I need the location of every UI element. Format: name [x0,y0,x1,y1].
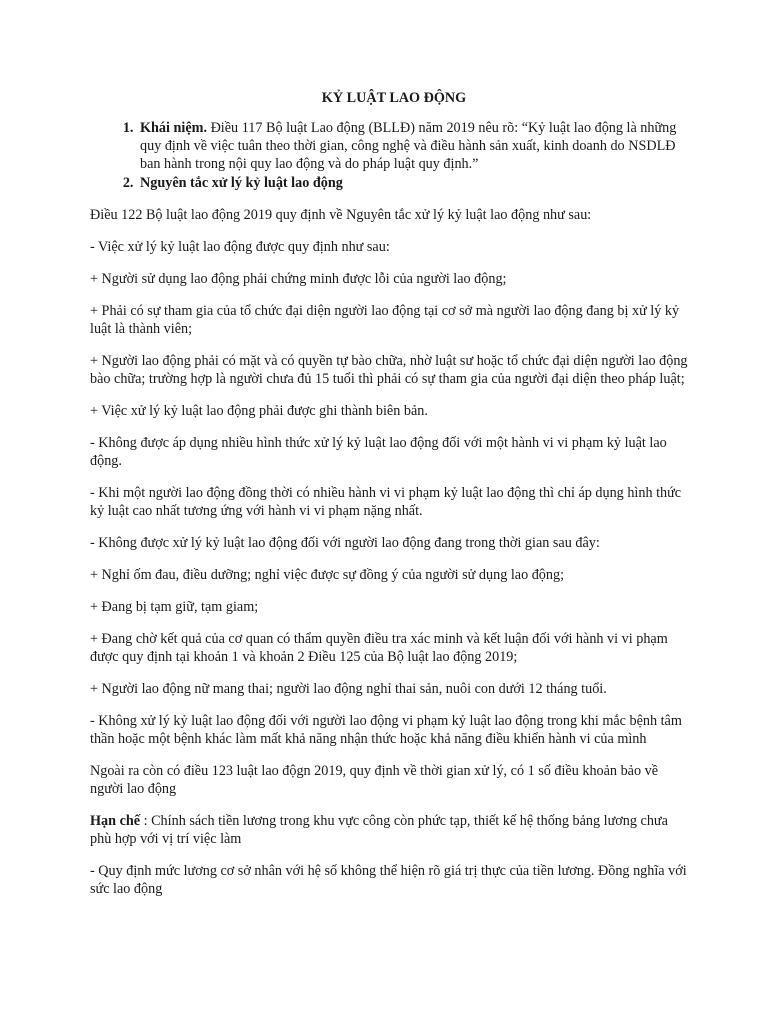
paragraph: - Không xử lý kỷ luật lao động đối với người lao động vi phạm kỷ luật lao động trong khi mắc bệnh tâm thần hoặc một bệnh khác làm mất khả năng nhận thức hoặc khả năng điều khiển hành vi của mình [90,713,682,747]
paragraph: - Không được áp dụng nhiều hình thức xử lý kỷ luật lao động đối với một hành vi vi phạm kỷ luật lao động. [90,435,667,469]
paragraph: + Người lao động nữ mang thai; người lao động nghỉ thai sản, nuôi con dưới 12 tháng tuổi. [90,681,607,697]
paragraph: + Đang bị tạm giữ, tạm giam; [90,599,259,615]
paragraph: - Việc xử lý kỷ luật lao động được quy định như sau: [90,239,390,255]
numbered-list [90,119,692,192]
paragraph: + Người sử dụng lao động phải chứng minh được lỗi của người lao động; [90,271,507,287]
paragraph: Ngoài ra còn có điều 123 luật lao độgn 2019, quy định về thời gian xử lý, có 1 số điều khoản bảo về người lao động [90,763,658,797]
list-item [137,119,692,173]
list-item-heading: Khái niệm. [140,120,208,136]
limitation-label: Hạn chế [90,813,141,829]
list-item [137,174,692,192]
limitation-text: : Chính sách tiền lương trong khu vực công còn phức tạp, thiết kế hệ thống bảng lương chưa phù hợp với vị trí việc làm [90,813,668,847]
list-item-text: Điều 117 Bộ luật Lao động (BLLĐ) năm 2019 nêu rõ: “Kỷ luật lao động là những quy định về việc tuân theo thời gian, công nghệ và điều hành sản xuất, kinh doanh do NSDLĐ ban hành trong nội quy lao động và do pháp luật quy định.” [140,120,677,172]
paragraph: + Nghỉ ốm đau, điều dưỡng; nghỉ việc được sự đồng ý của người sử dụng lao động; [90,567,565,583]
paragraph: Điều 122 Bộ luật lao động 2019 quy định về Nguyên tắc xử lý kỷ luật lao động như sau: [90,207,592,223]
paragraph: - Quy định mức lương cơ sở nhân với hệ số không thể hiện rõ giá trị thực của tiền lương. Đồng nghĩa với sức lao động [90,863,687,897]
paragraph: + Người lao động phải có mặt và có quyền tự bào chữa, nhờ luật sư hoặc tổ chức đại diện người lao động bào chữa; trường hợp là người chưa đủ 15 tuổi thì phải có sự tham gia của người đại diện theo pháp luật; [90,353,688,387]
paragraph: + Phải có sự tham gia của tổ chức đại diện người lao động tại cơ sở mà người lao động đang bị xử lý kỷ luật là thành viên; [90,303,680,337]
list-item-heading: Nguyên tắc xử lý kỷ luật lao động [140,175,343,191]
paragraph: - Khi một người lao động đồng thời có nhiều hành vi vi phạm kỷ luật lao động thì chỉ áp dụng hình thức kỷ luật cao nhất tương ứng với hành vi vi phạm nặng nhất. [90,485,682,519]
paragraph: - Không được xử lý kỷ luật lao động đối với người lao động đang trong thời gian sau đây: [90,535,600,551]
limitation-paragraph [90,812,692,848]
document-title: KỶ LUẬT LAO ĐỘNG [321,90,467,106]
paragraph: + Đang chờ kết quả của cơ quan có thẩm quyền điều tra xác minh và kết luận đối với hành vi vi phạm được quy định tại khoản 1 và khoản 2 Điều 125 của Bộ luật lao động 2019; [90,631,668,665]
paragraph: + Việc xử lý kỷ luật lao động phải được ghi thành biên bản. [90,403,428,419]
